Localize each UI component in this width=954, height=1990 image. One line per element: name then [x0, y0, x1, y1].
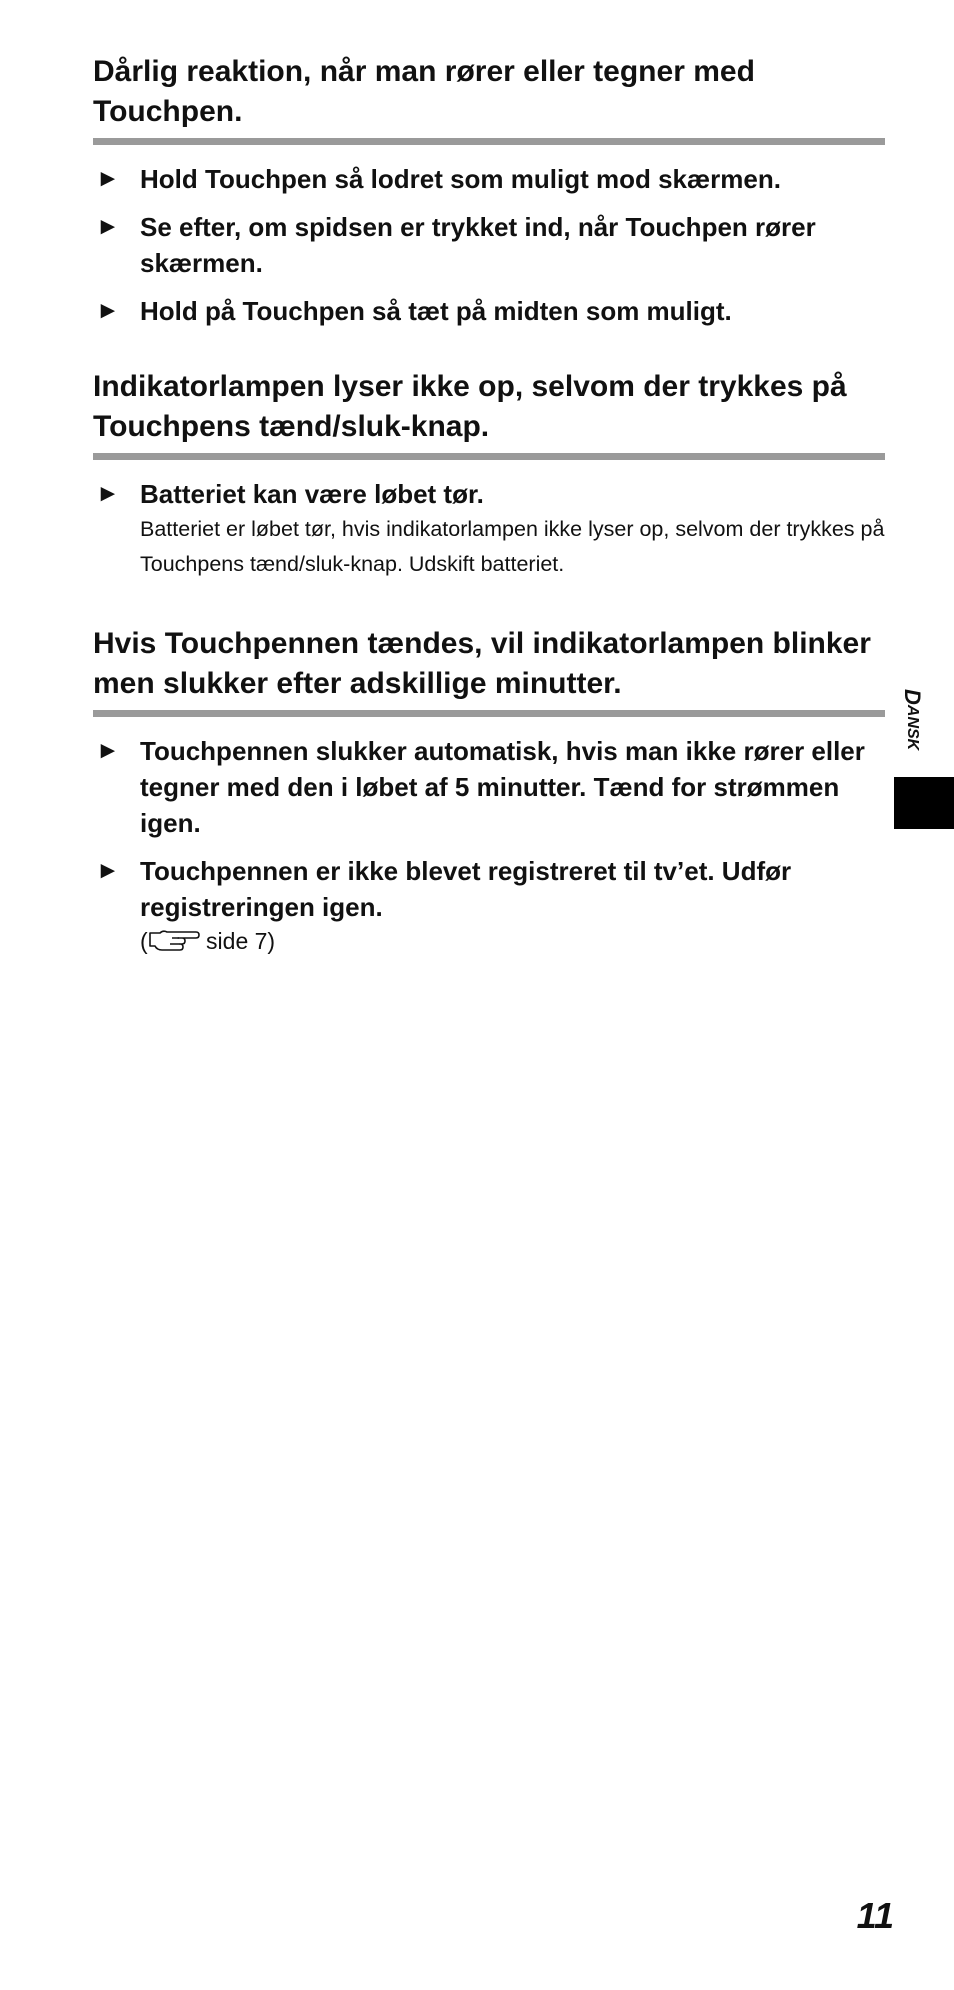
item-body: Batteriet er løbet tør, hvis indikatorlampen ikke lyser op, selvom der trykkes på Touchpens tænd/sluk-knap. Udskift batteriet.: [140, 517, 885, 576]
list-item: [93, 476, 885, 582]
item-list: [93, 733, 885, 957]
page-number: 11: [856, 1895, 894, 1936]
pointing-hand-icon: [148, 928, 200, 952]
section-heading: Indikatorlampen lyser ikke op, selvom der trykkes på Touchpens tænd/sluk-knap.: [93, 367, 885, 460]
item-title: Hold Touchpen så lodret som muligt mod skærmen.: [140, 164, 781, 194]
list-item: [93, 161, 885, 197]
item-title: Touchpennen slukker automatisk, hvis man ikke rører eller tegner med den i løbet af 5 minutter. Tænd for strømmen igen.: [140, 736, 865, 838]
item-title: Batteriet kan være løbet tør.: [140, 479, 484, 509]
list-item: [93, 733, 885, 841]
section-poor-response: [93, 52, 885, 329]
bullet-arrow-icon: ►: [96, 297, 120, 324]
item-list: [93, 476, 885, 582]
item-list: [93, 161, 885, 329]
bullet-arrow-icon: ►: [96, 737, 120, 764]
bullet-arrow-icon: ►: [96, 213, 120, 240]
section-indicator-not-lit: [93, 367, 885, 582]
language-tab-marker: [894, 777, 954, 829]
list-item: [93, 853, 885, 957]
list-item: [93, 293, 885, 329]
ref-open: (: [140, 928, 148, 954]
bullet-arrow-icon: ►: [96, 165, 120, 192]
section-heading: Dårlig reaktion, når man rører eller tegner med Touchpen.: [93, 52, 885, 145]
item-title: Touchpennen er ikke blevet registreret til tv’et. Udfør registreringen igen.: [140, 856, 792, 922]
ref-text: side 7): [199, 928, 276, 954]
bullet-arrow-icon: ►: [96, 480, 120, 507]
section-auto-off: [93, 624, 885, 957]
language-label-rest: ANSK: [904, 704, 921, 751]
item-title: Se efter, om spidsen er trykket ind, når Touchpen rører skærmen.: [140, 212, 816, 278]
bullet-arrow-icon: ►: [96, 857, 120, 884]
item-title: Hold på Touchpen så tæt på midten som muligt.: [140, 296, 732, 326]
page-content: [93, 52, 885, 969]
section-heading: Hvis Touchpennen tændes, vil indikatorlampen blinker men slukker efter adskillige minutter.: [93, 624, 885, 717]
page-reference: [140, 925, 885, 957]
list-item: [93, 209, 885, 281]
language-label-initial: D: [900, 689, 925, 705]
language-tab-label: [885, 689, 925, 769]
